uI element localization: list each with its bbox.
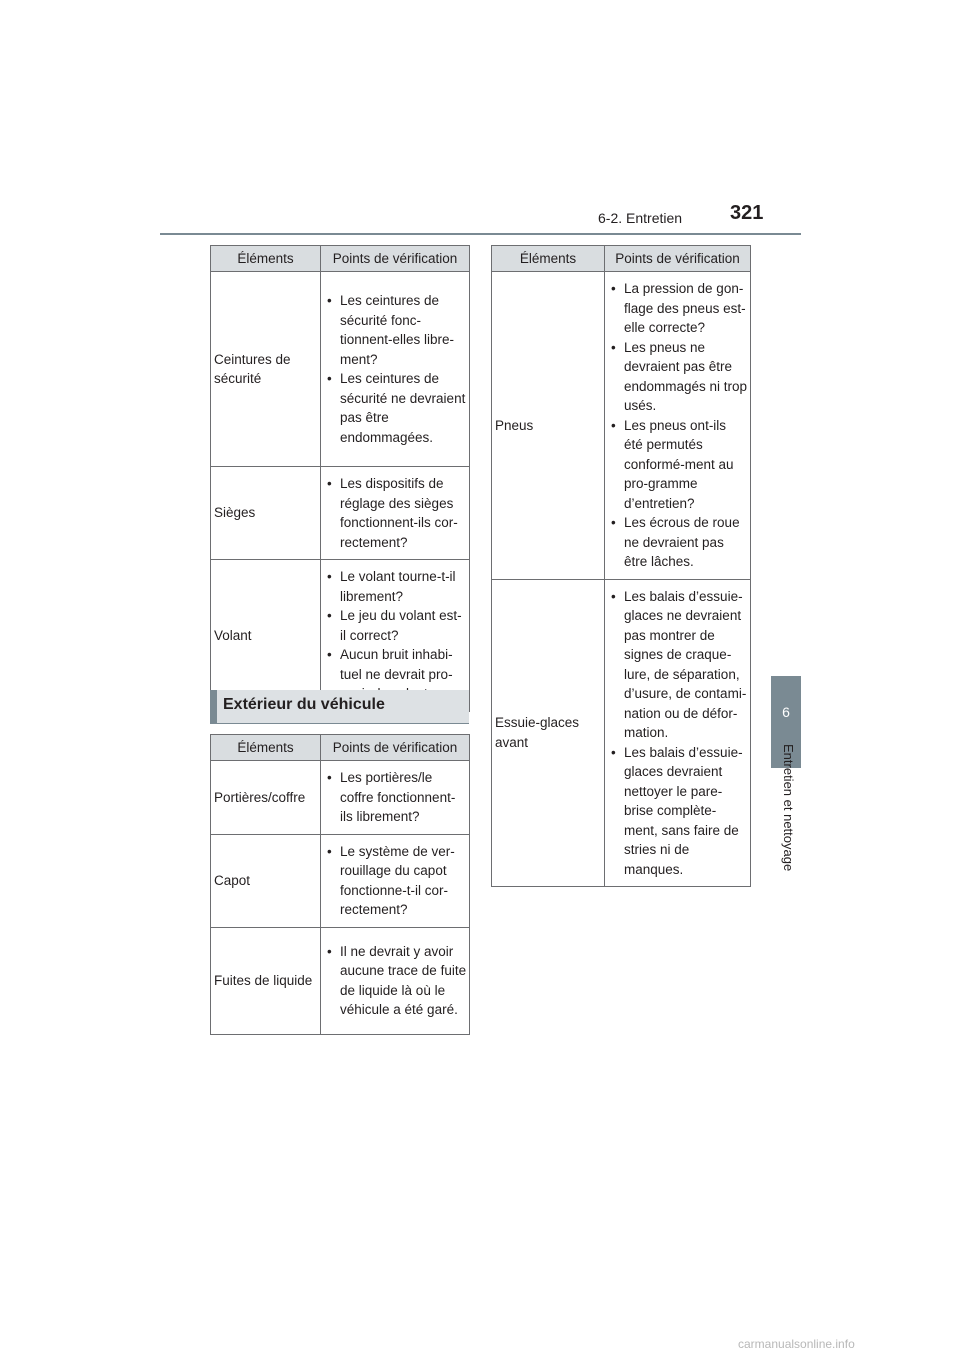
check-point: • Les pneus ont-ils été permutés conformé-ment au pro-gramme d’entretien? (611, 416, 748, 514)
checklist-table-exterior (210, 734, 470, 1035)
points-cell (321, 927, 470, 1034)
table-row (211, 927, 470, 1034)
checklist-table-interior (210, 245, 470, 712)
table-row (492, 272, 751, 580)
check-point: • La pression de gon-flage des pneus est-elle correcte? (611, 279, 748, 338)
header-section-title: 6-2. Entretien (598, 210, 683, 226)
check-point: • Les ceintures de sécurité fonc-tionnent-elles libre-ment? (327, 291, 467, 369)
check-point: • Le volant tourne-t-il librement? (327, 567, 467, 606)
item-cell: Volant (211, 560, 321, 712)
table-row (211, 272, 470, 467)
column-header-points: Points de vérification (321, 735, 470, 761)
chapter-number: 6 (782, 704, 790, 720)
table-row (211, 560, 470, 712)
check-point: • Les écrous de roue ne devraient pas être lâches. (611, 513, 748, 572)
points-cell (605, 272, 751, 580)
points-cell (321, 761, 470, 835)
section-heading (210, 690, 469, 724)
column-header-items: Éléments (492, 246, 605, 272)
item-cell: Fuites de liquide (211, 927, 321, 1034)
check-point: • Les balais d’essuie-glaces ne devraient pas montrer de signes de craque-lure, de séparation, d’usure, de contami-nation ou de défor-mation. (611, 587, 748, 743)
item-cell: Sièges (211, 467, 321, 560)
column-header-points: Points de vérification (321, 246, 470, 272)
item-cell: Portières/coffre (211, 761, 321, 835)
table-row (211, 761, 470, 835)
check-point: • Le jeu du volant est-il correct? (327, 606, 467, 645)
item-cell: Ceintures de sécurité (211, 272, 321, 467)
check-point: • Le système de ver-rouillage du capot fonctionne-t-il cor-rectement? (327, 842, 467, 920)
table-row (211, 467, 470, 560)
column-header-items: Éléments (211, 246, 321, 272)
table-row (211, 834, 470, 927)
points-cell (321, 272, 470, 467)
watermark-text: carmanualsonline.info (738, 1337, 855, 1351)
check-point: • Les pneus ne devraient pas être endommagés ni trop usés. (611, 338, 748, 416)
column-header-points: Points de vérification (605, 246, 751, 272)
check-point: • Aucun bruit inhabi-tuel ne devrait pro- (327, 645, 467, 704)
check-point: • Il ne devrait y avoir aucune trace de fuite de liquide là où le véhicule a été garé. (327, 942, 467, 1020)
item-cell: Pneus (492, 272, 605, 580)
page-number: 321 (730, 202, 764, 224)
section-heading-bar (210, 690, 217, 724)
points-cell (321, 560, 470, 712)
check-point: • Les dispositifs de réglage des sièges fonctionnent-ils cor-rectement? (327, 474, 467, 552)
chapter-label: Entretien et nettoyage (781, 744, 796, 872)
table-row (492, 579, 751, 887)
header-rule (160, 233, 801, 235)
section-title: Extérieur du véhicule (223, 696, 385, 713)
checklist-table-right (491, 245, 751, 887)
points-cell (321, 467, 470, 560)
check-point: • Les balais d’essuie-glaces devraient nettoyer le pare-brise complète-ment, sans faire de stries ni de manques. (611, 743, 748, 880)
check-point: • Les portières/le coffre fonctionnent-ils librement? (327, 768, 467, 827)
check-point: • Les ceintures de sécurité ne devraient pas être endommagées. (327, 369, 467, 447)
item-cell: Capot (211, 834, 321, 927)
item-cell: Essuie-glaces avant (492, 579, 605, 887)
column-header-items: Éléments (211, 735, 321, 761)
points-cell (605, 579, 751, 887)
points-cell (321, 834, 470, 927)
